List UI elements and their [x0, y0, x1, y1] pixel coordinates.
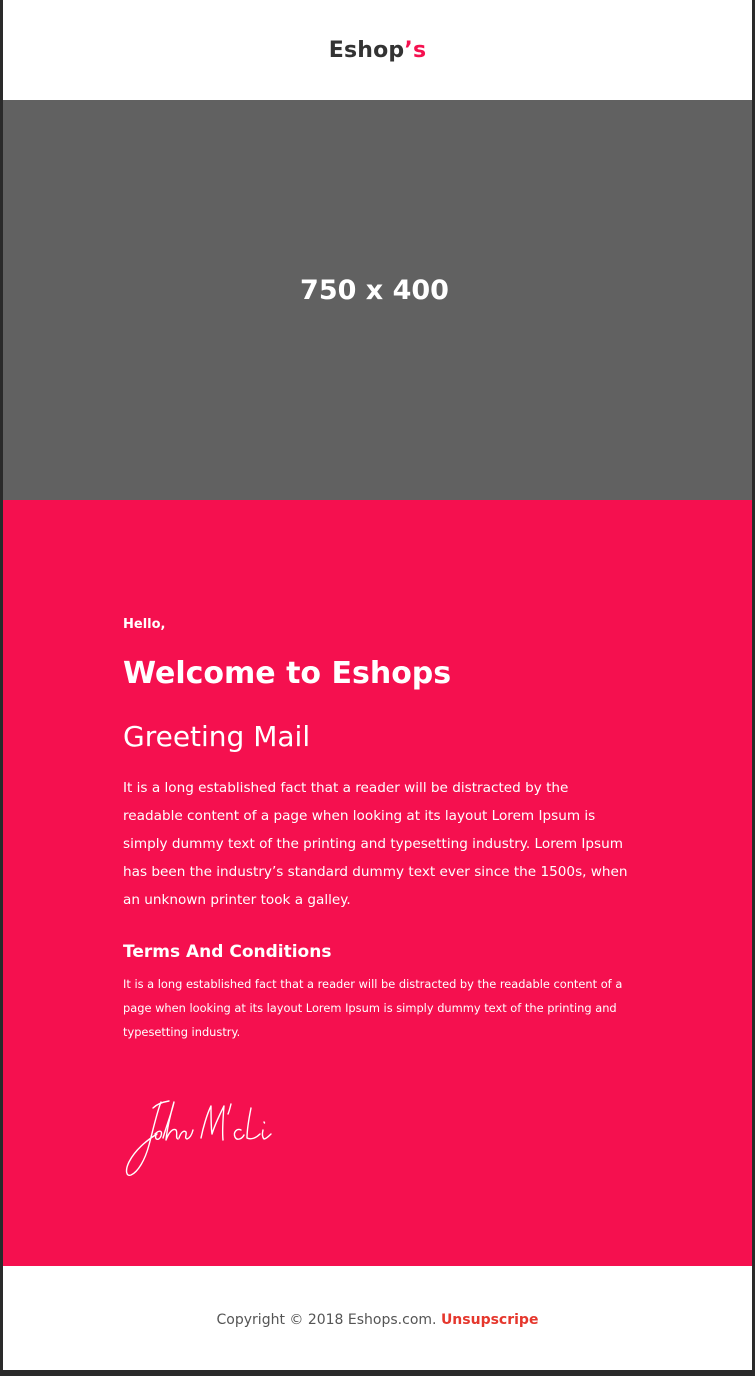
content-inner [123, 616, 633, 1039]
hero-placeholder-text: 750 x 400 [300, 274, 449, 306]
unsubscribe-link[interactable]: Unsupscripe [440, 1312, 539, 1328]
signature-image [123, 1090, 283, 1185]
hero-image-placeholder [3, 100, 752, 500]
email-header [3, 0, 752, 100]
copyright-text: Copyright © 2018 Eshops.com. [216, 1312, 437, 1328]
terms-title: Terms And Conditions [123, 942, 332, 962]
hello-greeting: Hello, [123, 617, 166, 632]
greeting-title: Greeting Mail [123, 720, 311, 753]
footer-text [217, 1312, 539, 1328]
welcome-title: Welcome to Eshops [123, 656, 452, 691]
email-footer [3, 1266, 752, 1370]
email-content [3, 500, 752, 1266]
terms-paragraph: It is a long established fact that a reader will be distracted by the readable content of a page when looking at its layout Lorem Ipsum is simply dummy text of the printing and typesetting industry. [123, 977, 623, 1039]
frame-bottom-border [0, 1370, 755, 1376]
logo-main-text: Eshop [328, 37, 405, 63]
body-paragraph: It is a long established fact that a reader will be distracted by the readable content of a page when looking at its layout Lorem Ipsum is simply dummy text of the printing and typesetting industry. Lorem Ipsum has been the industry’s standard dummy text ever since the 1500s, when an unknown printer took a galley. [123, 780, 628, 908]
eshops-logo[interactable] [329, 38, 427, 63]
logo-accent-text: ’s [404, 37, 427, 63]
